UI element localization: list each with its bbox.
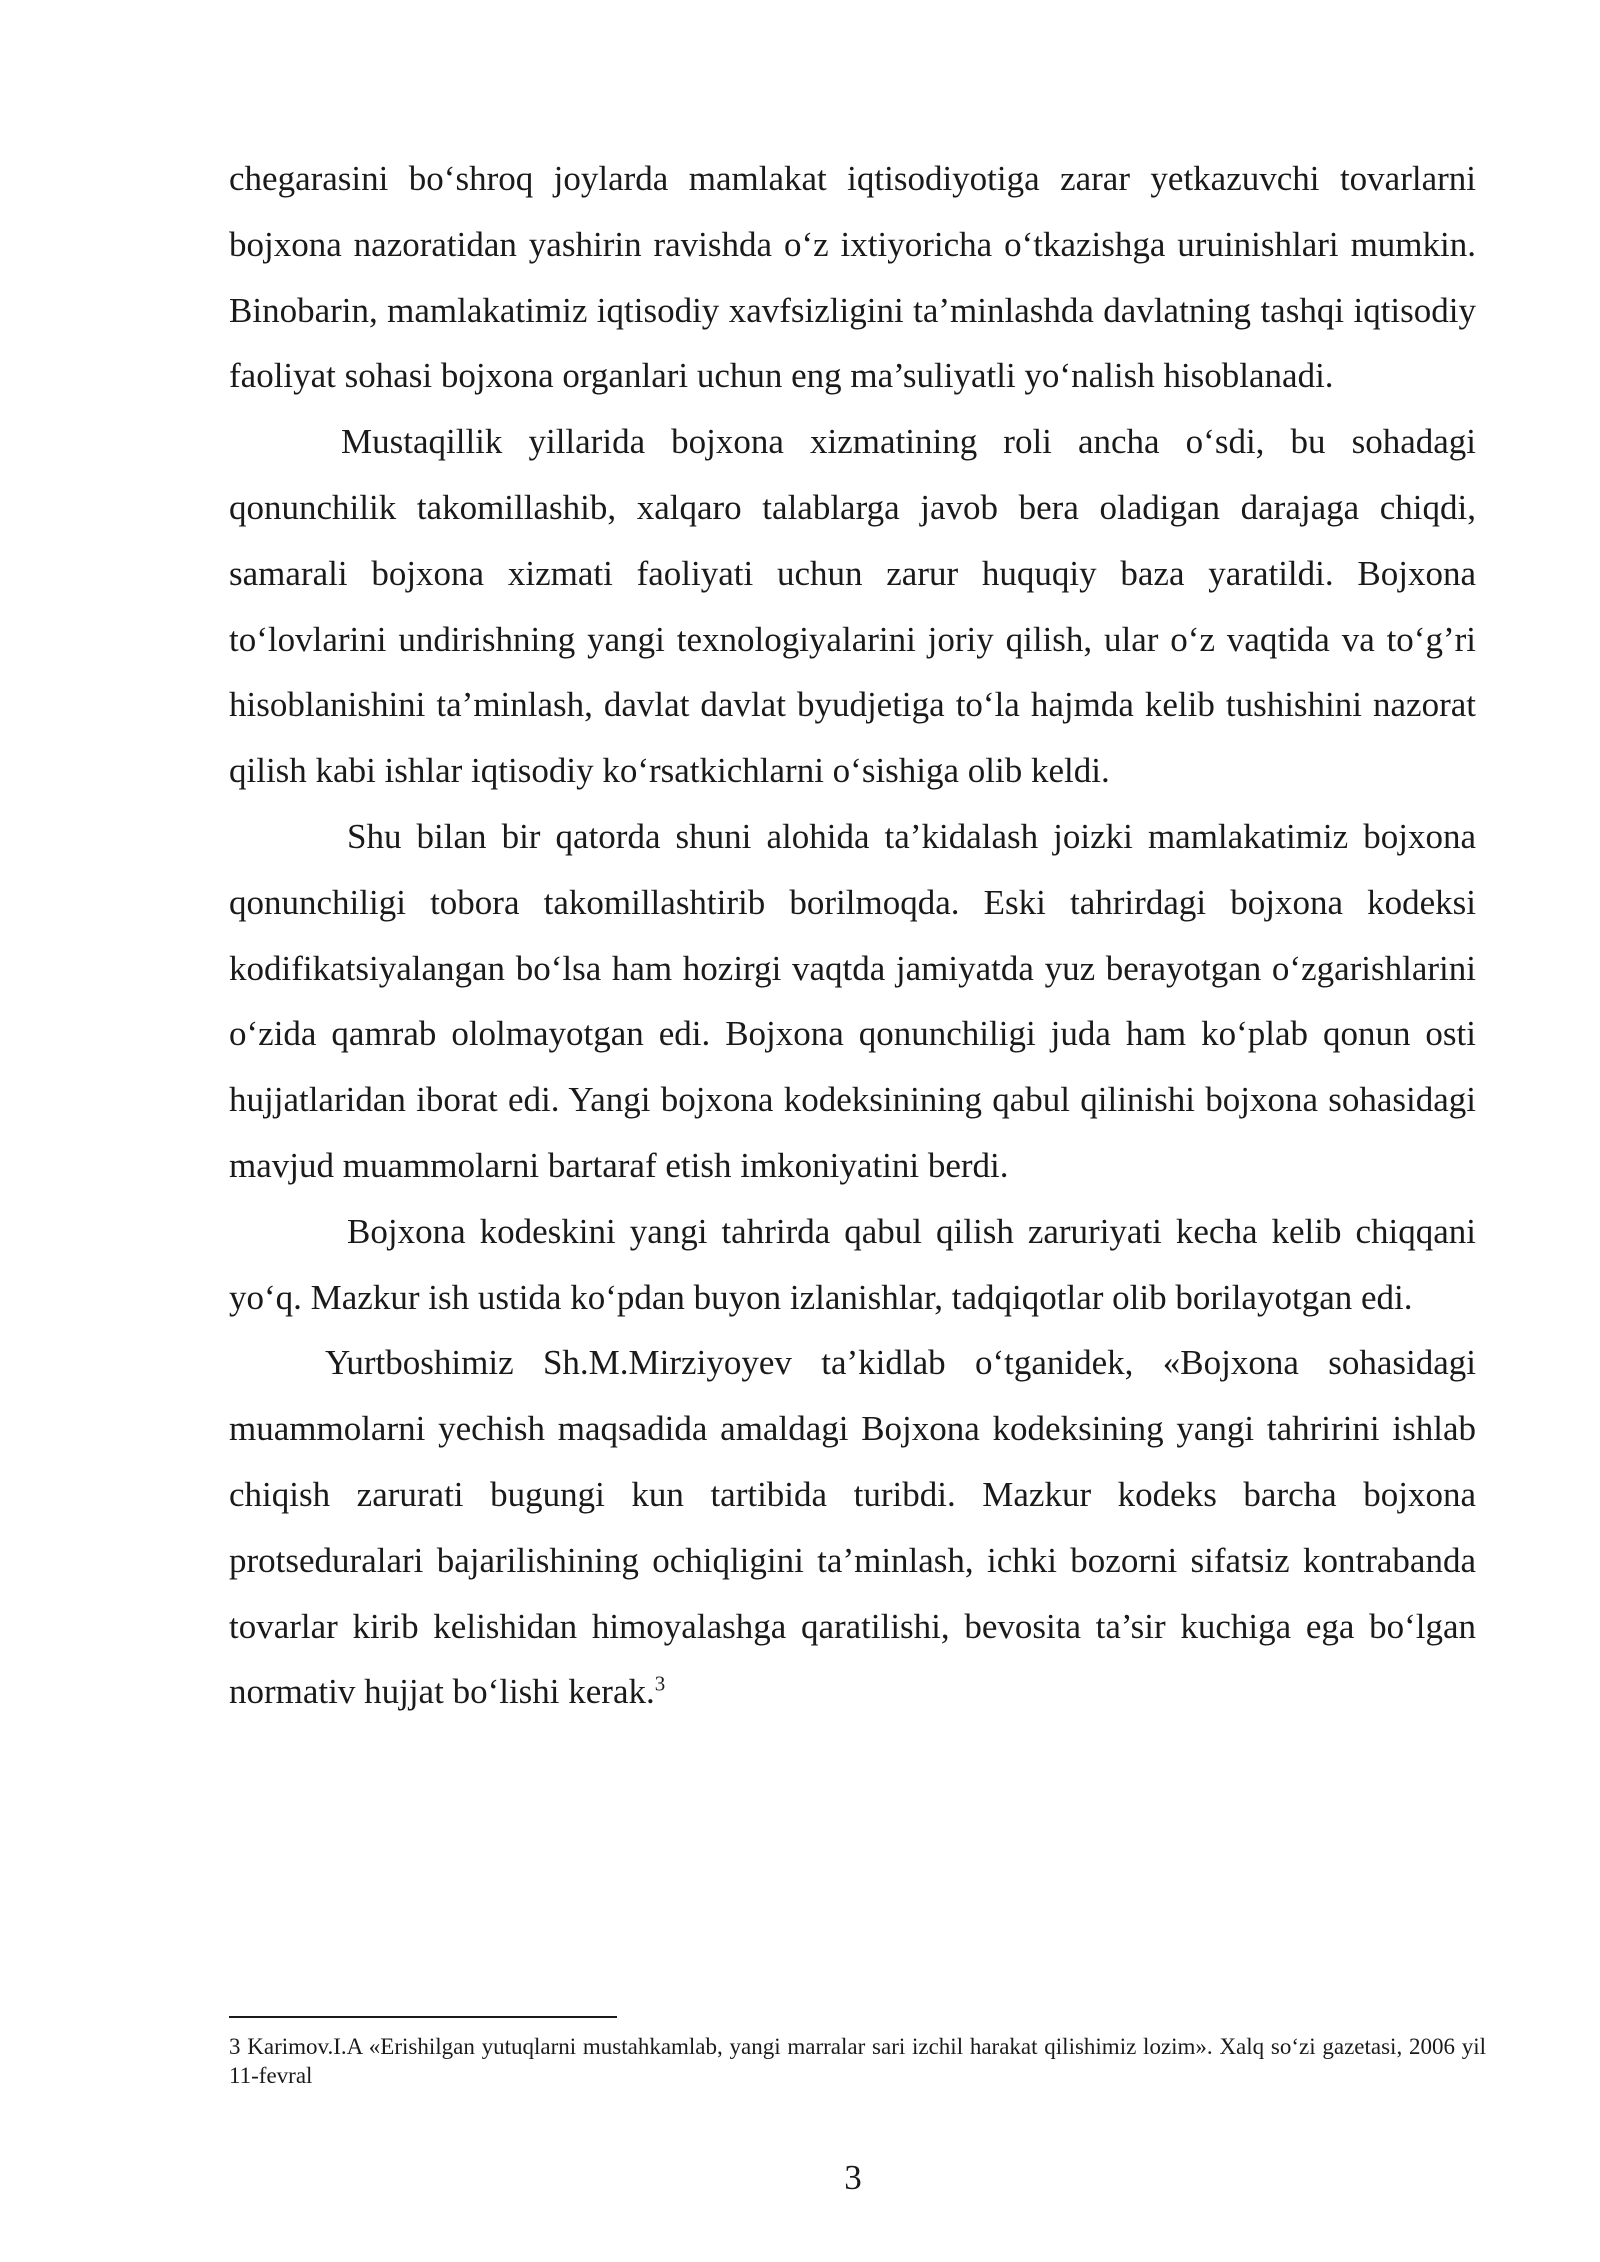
paragraph-5-text: Yurtboshimiz Sh.M.Mirziyoyev ta’kidlab o‘tganidek, «Bojxona sohasidagi muammolarni yechish maqsadida amaldagi Bojxona kodeksining yangi tahririni ishlab chiqish zarurati bugungi kun tartibida turibdi. Mazkur kodeks barcha bojxona protseduralari bajarilishining ochiqligini ta’minlash, ichki bozorni sifatsiz kontrabanda tovarlar kirib kelishidan himoyalashga qaratilishi, bevosita ta’sir kuchiga ega bo‘lgan normativ hujjat bo‘lishi kerak. — [229, 1343, 1476, 1712]
footnote-reference[interactable]: 3 — [654, 1671, 666, 1696]
footnote: 3 Karimov.I.A «Erishilgan yutuqlarni mustahkamlab, yangi marralar sari izchil harakat qilishimiz lozim». Xalq so‘zi gazetasi, 2006 yil 11-fevral — [229, 2034, 1486, 2088]
paragraph-5 — [229, 1330, 1476, 1725]
paragraph-3: Shu bilan bir qatorda shuni alohida ta’kidalash joizki mamlakatimiz bojxona qonunchiligi tobora takomillashtirib borilmoqda. Eski tahrirdagi bojxona kodeksi kodifikatsiyalangan bo‘lsa ham hozirgi vaqtda jamiyatda yuz berayotgan o‘zgarishlarini o‘zida qamrab ololmayotgan edi. Bojxona qonunchiligi juda ham ko‘plab qonun osti hujjatlaridan iborat edi. Yangi bojxona kodeksinining qabul qilinishi bojxona sohasidagi mavjud muammolarni bartaraf etish imkoniyatini berdi. — [229, 816, 1476, 1185]
paragraph-2: Mustaqillik yillarida bojxona xizmatining roli ancha o‘sdi, bu sohadagi qonunchilik takomillashib, xalqaro talablarga javob bera oladigan darajaga chiqdi, samarali bojxona xizmati faoliyati uchun zarur huquqiy baza yaratildi. Bojxona to‘lovlarini undirishning yangi texnologiyalarini joriy qilish, ular o‘z vaqtida va to‘g’ri hisoblanishini ta’minlash, davlat davlat byudjetiga to‘la hajmda kelib tushishini nazorat qilish kabi ishlar iqtisodiy ko‘rsatkichlarni o‘sishiga olib keldi. — [229, 422, 1476, 791]
page-number: 3 — [844, 2158, 862, 2197]
paragraph-1: chegarasini bo‘shroq joylarda mamlakat iqtisodiyotiga zarar yetkazuvchi tovarlarni bojxona nazoratidan yashirin ravishda o‘z ixtiyoricha o‘tkazishga uruinishlari mumkin. Binobarin, mamlakatimiz iqtisodiy xavfsizligini ta’minlashda davlatning tashqi iqtisodiy faoliyat sohasi bojxona organlari uchun eng ma’suliyatli yo‘nalish hisoblanadi. — [229, 159, 1476, 396]
footnote-separator — [229, 2016, 617, 2018]
paragraph-4: Bojxona kodeskini yangi tahrirda qabul qilish zaruriyati kecha kelib chiqqani yo‘q. Mazkur ish ustida ko‘pdan buyon izlanishlar, tadqiqotlar olib borilayotgan edi. — [229, 1211, 1476, 1317]
body-text — [229, 146, 1476, 1725]
